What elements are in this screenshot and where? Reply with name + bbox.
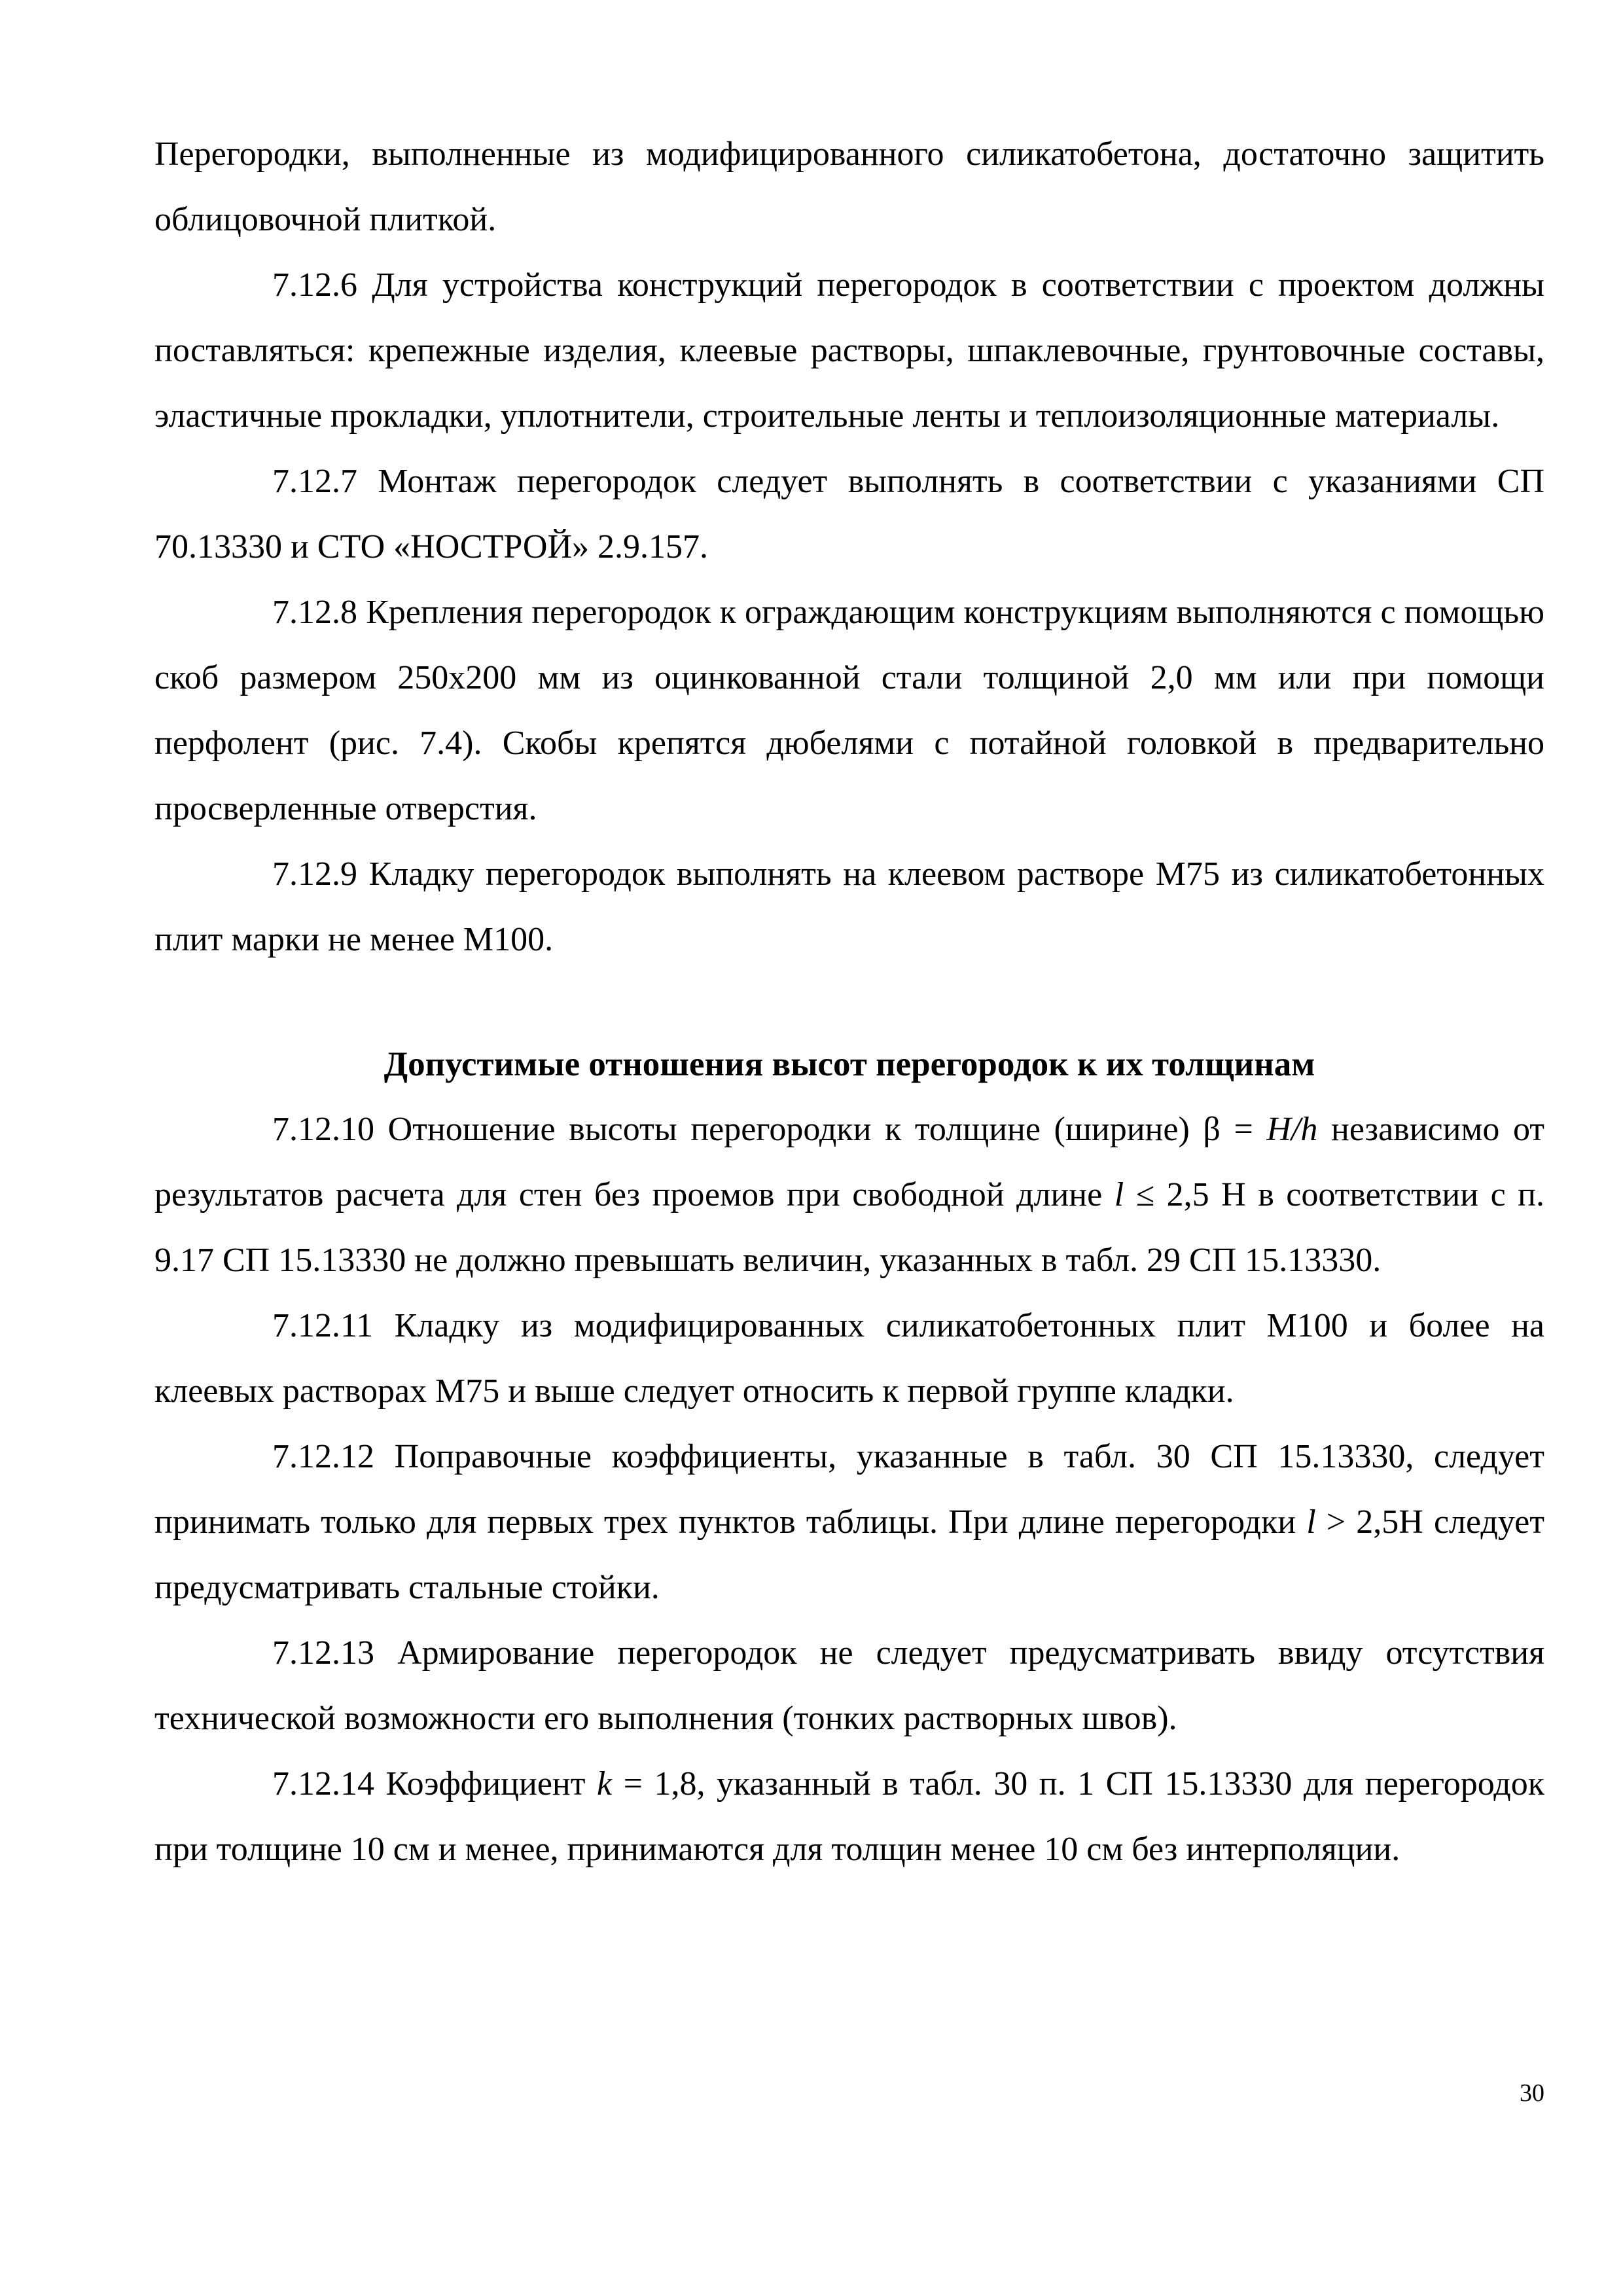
italic-symbol: l [1306, 1503, 1316, 1541]
italic-symbol: l [1114, 1176, 1124, 1213]
text-run: 7.12.11 Кладку из модифицированных силикатобетонных плит М100 и более на клеевых растворах М75 и выше следует относить к первой группе кладки. [154, 1307, 1544, 1410]
paragraph-7-12-12 [154, 1424, 1544, 1621]
paragraph-7-12-9 [154, 842, 1544, 973]
italic-symbol: H/h [1266, 1111, 1318, 1148]
text-run: 7.12.7 Монтаж перегородок следует выполнять в соответствии с указаниями СП 70.13330 и СТО «НОСТРОЙ» 2.9.157. [154, 463, 1544, 565]
text-run: Перегородки, выполненные из модифицированного силикатобетона, достаточно защитить облицовочной плиткой. [154, 135, 1544, 238]
paragraph-7-12-10 [154, 1097, 1544, 1293]
paragraph-7-12-8 [154, 580, 1544, 842]
paragraph-7-12-13 [154, 1621, 1544, 1751]
text-run: 7.12.9 Кладку перегородок выполнять на клеевом растворе М75 из силикатобетонных плит марки не менее М100. [154, 855, 1544, 958]
text-run: > 2,5Н следует предусматривать стальные стойки. [154, 1503, 1544, 1606]
text-run: 7.12.10 Отношение высоты перегородки к толщине (ширине) β = [272, 1111, 1267, 1148]
text-block-bottom [154, 1097, 1544, 1882]
text-run: = 1,8, указанный в табл. 30 п. 1 СП 15.13330 для перегородок при толщине 10 см и менее, принимаются для толщин менее 10 см без интерполяции. [154, 1765, 1544, 1868]
paragraph-7-12-14 [154, 1751, 1544, 1882]
text-run: независимо от результатов расчета для стен без проемов при свободной длине [154, 1111, 1544, 1213]
italic-symbol: k [596, 1765, 613, 1803]
text-run: 7.12.14 Коэффициент [272, 1765, 597, 1803]
section-heading: Допустимые отношения высот перегородок к их толщинам [383, 1045, 1315, 1083]
paragraph-7-12-11 [154, 1293, 1544, 1424]
page-number: 30 [1520, 2079, 1544, 2107]
text-run: 7.12.8 Крепления перегородок к ограждающим конструкциям выполняются с помощью скоб размером 250х200 мм из оцинкованной стали толщиной 2,0 мм или при помощи перфолент (рис. 7.4). Скобы крепятся дюбелями с потайной головкой в предварительно просверленные отверстия. [154, 594, 1544, 827]
paragraph-7-12-7 [154, 449, 1544, 580]
text-run: 7.12.6 Для устройства конструкций перегородок в соответствии с проектом должны поставляться: крепежные изделия, клеевые растворы, шпаклевочные, грунтовочные составы, эластичные прокладки, уплотнители, строительные ленты и теплоизоляционные материалы. [154, 266, 1544, 435]
document-page [154, 122, 1544, 1882]
text-run: ≤ 2,5 Н в соответствии с п. 9.17 СП 15.13330 не должно превышать величин, указанных в табл. 29 СП 15.13330. [154, 1176, 1544, 1279]
paragraph-7-12-6 [154, 253, 1544, 449]
text-run: 7.12.13 Армирование перегородок не следует предусматривать ввиду отсутствия технической возможности его выполнения (тонких растворных швов). [154, 1634, 1544, 1737]
text-block-top [154, 122, 1544, 973]
paragraph-intro [154, 122, 1544, 253]
spacer [154, 973, 1544, 1031]
text-run: 7.12.12 Поправочные коэффициенты, указанные в табл. 30 СП 15.13330, следует принимать только для первых трех пунктов таблицы. При длине перегородки [154, 1438, 1544, 1541]
